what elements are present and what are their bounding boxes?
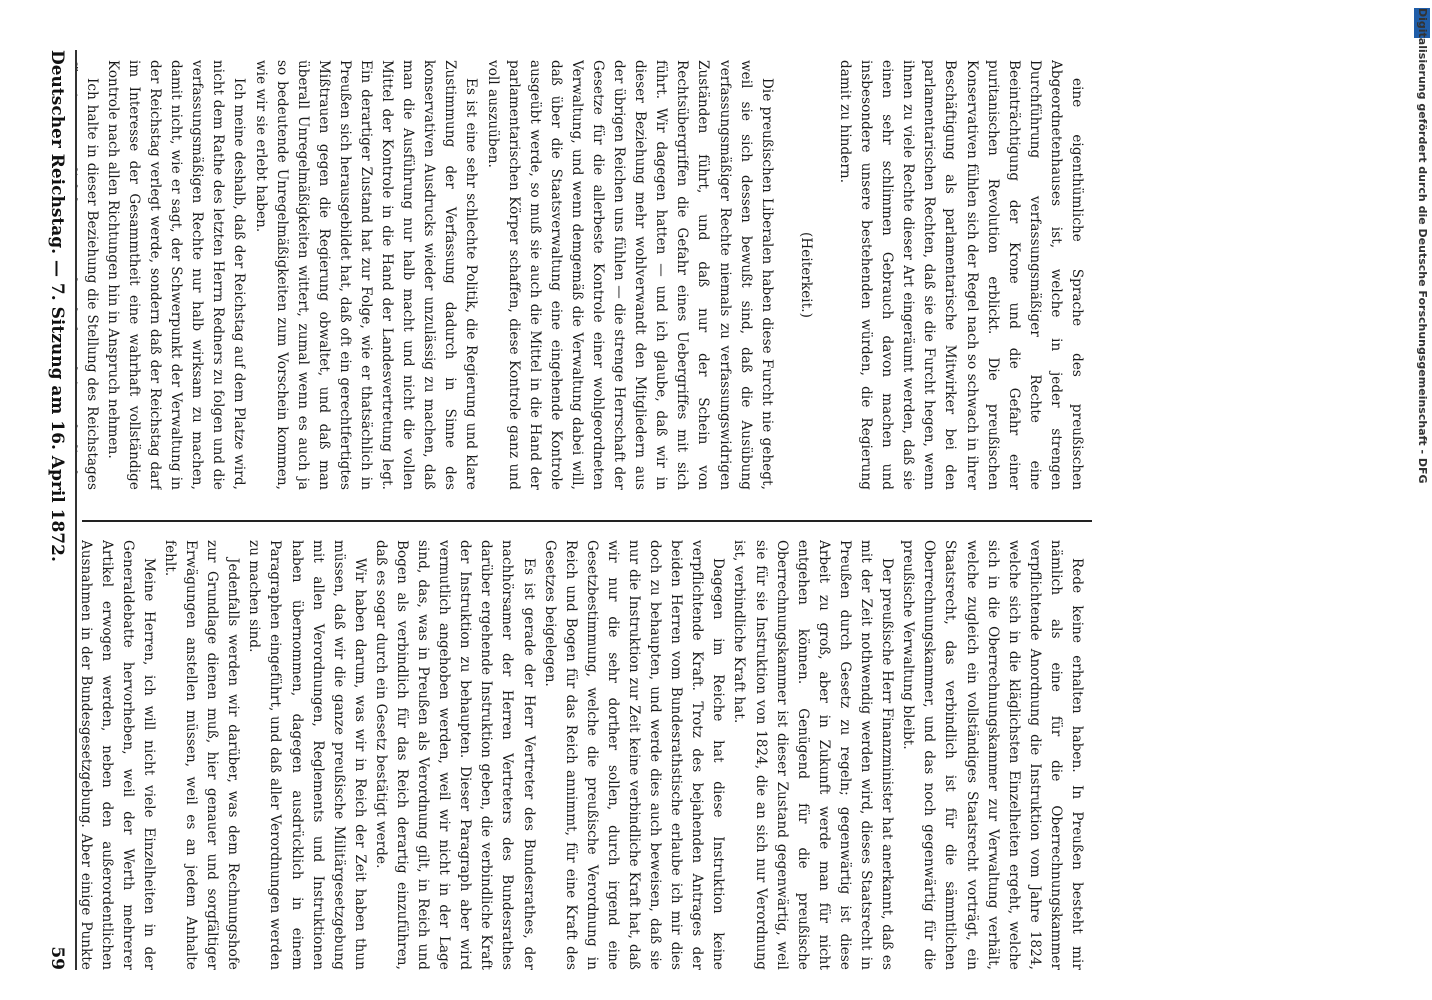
paragraph: Dagegen im Reiche hat diese Instruktion keine verpflichtende Kraft. Trotz des bejahenden Antrages der beiden Herren vom Bundesrathstische erlaube ich mir dies doch zu behaupten, und werde dies auch beweisen, daß sie nur die Instruktion zur Zeit keine verbindliche Kraft hat, daß wir nur die sehr dorther sollen, durch irgend eine Gesetzbestimmung, welche die preußische Verordnung in Reich und Bogen für das Reich annimmt, für eine Kraft des Gesetzes beigelegen.: [541, 540, 727, 970]
left-column: [77, 60, 1087, 490]
interjection: (Heiterkeit.): [797, 232, 814, 318]
page-number: 59: [47, 946, 67, 970]
page-header: [37, 50, 67, 970]
paragraph: Der preußische Herr Finanzminister hat anerkannt, daß es mit der Zeit nothwendig werden wird, dieses Staatsrecht in Preußen durch Gesetz zu regeln; gegenwärtig ist diese Arbeit zu groß, aber in Zukunft werde man für nicht entgehen können. Genügend für die preußische Oberrechnungskammer ist dieser Zustand gegenwärtig, weil sie für sie Instruktion von 1824, die an sich nur Verordnung ist, verbindliche Kraft hat.: [731, 540, 896, 970]
paragraph: Ich halte in dieser Beziehung die Stellung des Reichstages: [83, 78, 100, 490]
paragraph: Die preußischen Liberalen haben diese Furcht nie gehegt, weil sie sich dessen bewußt sind, daß die Ausübung verfassungsmäßiger Rechte niemals zu verfassungswidrigen Zuständen führt, und daß nur der Schein von Rechtsübergriffen die Gefahr eines Uebergriffes mit sich führt. Wir dagegen hatten — und ich glaube, daß wir in dieser Beziehung mehr wohlverwandt den Mitgliedern aus der übrigen Reichen uns fühlen — die strenge Herrschaft der Gesetze für die allerbeste Kontrole einer wohlgeordneten Verwaltung, und wenn demgemäß die Verwaltung dabei will, daß über die Staatsverwaltung eine eingehende Kontrole ausgeübt werde, so muß sie auch die Mittel in die Hand der parlamentarischen Körper schaffen, diese Kontrole ganz und voll auszuüben.: [484, 60, 775, 490]
digitization-credit: Digitalisierung gefördert durch die Deutsche Forschungsgemeinschaft - DFG: [1416, 8, 1429, 484]
column-divider: [82, 520, 1092, 522]
paragraph: Rede keine erhalten haben. In Preußen besteht mir nämlich als eine für die Oberrechnungskammer verpflichtende Anordnung die Instruktion vom Jahre 1824, welche sich in die kläglichsten Einzelheiten ergeht, welche sich in die Oberrechnungskammer zur Verwaltung verhält, welche zugleich ein vollständiges Staatsrecht vorträgt, ein Staatsrecht, das verbindlich ist für die sämmtlichen Oberrechnungskammer, und das noch gegenwärtig für die preußische Verwaltung bleibt.: [900, 540, 1085, 970]
paragraph: Meine Herren, ich will nicht viele Einzelheiten in der Generaldebatte hervorheben, weil der Werth mehrerer Artikel erwogen werden, neben den außerordentlichen Ausnahmen in der Bundesgesetzgebung. Aber einige Punkte: [77, 540, 157, 970]
paragraph: Jedenfalls werden wir darüber, was dem Rechnungshofe zur Grundlage dienen muß, hier genauer und sorgfältiger Erwägungen anstellen müssen, weil es an jedem Anhalte fehlt.: [161, 540, 242, 970]
paragraph: eine eigenthümliche Sprache des preußischen Abgeordnetenhauses ist, welche in jeder strengen Durchführung verfassungsmäßiger Rechte eine Beeinträchtigung der Krone und die Gefahr einer puritanischen Revolution erblickt. Die preußischen Konservativen fühlen sich der Regel nach so schwach in ihrer Beschäftigung als parlamentarische Mitwirker bei den parlamentarischen Rechten, daß sie die Furcht hegen, wenn ihnen zu viele Rechte dieser Art eingeräumt werden, daß sie einen sehr schlimmen Gebrauch davon machen und insbesondere unsere bestehenden würden, die Regierung damit zu hindern.: [836, 60, 1085, 490]
page-title: Deutscher Reichstag. — 7. Sitzung am 16. April 1872.: [47, 50, 67, 562]
paragraph: Es ist eine sehr schlechte Politik, die Regierung und klare Zustimmung der Verfassung dadurch in Sinne des konservativen Ausdrucks wieder unzulässig zu machen, daß man die Ausführung nur halb macht und nicht die vollen Mittel der Kontrole in die Hand der Landesvertretung legt. Ein derartiger Zustand hat zur Folge, wie er thatsächlich in Preußen sich herausgebildet hat, daß oft ein gerechtfertigtes Mißtrauen gegen die Regierung obwaltet, und daß man überall Unregelmäßigkeiten wittert, zumal wenn es auch ja so bedeutende Unregelmäßigkeiten zum Vorschein kommen, wie wir sie erlebt haben.: [252, 60, 480, 490]
paragraph: Es ist gerade der Herr Vertreter des Bundesrathes, der nachhörsamer der Herren Vertreters des Bundesrathes darüber ergehende Instruktion geben, die verbindliche Kraft der Instruktion zu behaupten. Dieser Paragraph aber wird vermutlich angehoben werden, weil wir nicht in der Lage sind, das, was in Preußen als Verordnung gilt, in Reich und Bogen als verbindlich für das Reich derartig einzuführen, daß es sogar durch ein Gesetz bestätigt werde.: [372, 540, 537, 970]
paragraph: Wir haben darum, was wir in Reich der Zeit haben thun müssen, daß wir die ganze preußische Militärgesetzgebung mit allen Verordnungen, Reglements und Instruktionen haben übernommen, dagegen ausdrücklich in einem Paragraphen eingeführt, und daß aller Verordnungen werden zu machen sind.: [246, 540, 368, 970]
right-column: [77, 540, 1087, 970]
paragraph: Ich meine deshalb, daß der Reichstag auf dem Platze wird, nicht dem Rathe des letzten Herrn Redners zu folgen und die verfassungsmäßigen Rechte nur halb wirksam zu machen, damit nicht, wie er sagt, der Schwerpunkt der Verwaltung in der Reichstag verlegt werde, sondern daß der Reichstag darf im Interesse der Gesammtheit eine wahrhaft vollständige Kontrole nach allen Richtungen hin in Anspruch nehmen.: [104, 60, 248, 490]
